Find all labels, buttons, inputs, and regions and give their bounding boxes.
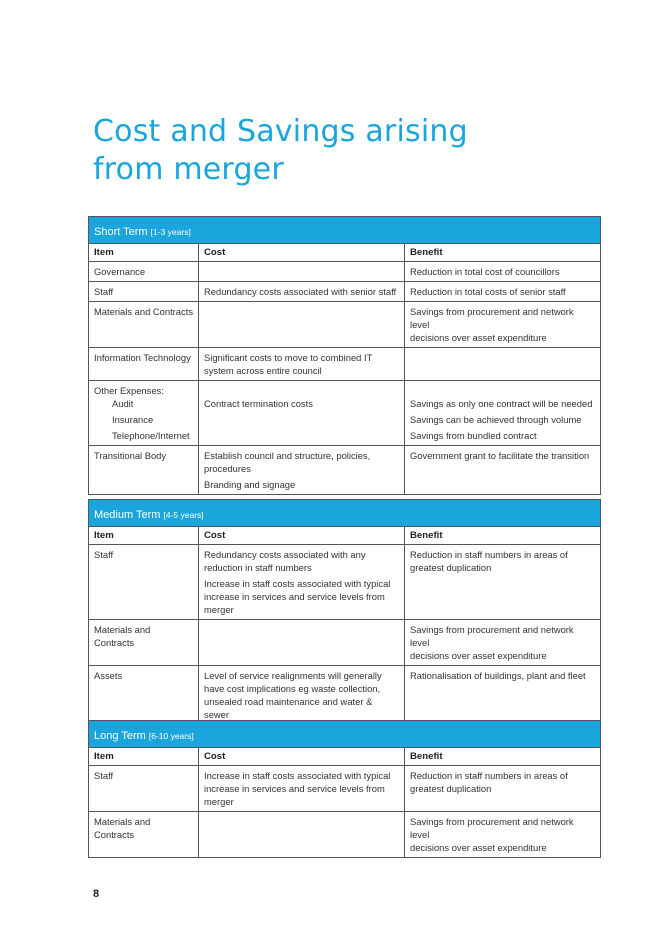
cell-cost (199, 766, 405, 812)
cost-line: Redundancy costs associated with any (204, 549, 366, 560)
cell-benefit (405, 620, 601, 666)
cell-item: Transitional Body (89, 446, 199, 495)
item-sub-line: Telephone/Internet (112, 430, 190, 441)
benefit-line: decisions over asset expenditure (410, 842, 547, 853)
cost-line: Significant costs to move to combined IT (204, 352, 373, 363)
cell-cost (199, 446, 405, 495)
short-term-period: [1-3 years] (150, 227, 191, 237)
long-term-table (88, 720, 601, 858)
item-sub-line: Audit (112, 398, 134, 409)
column-header-item: Item (89, 527, 199, 545)
cell-benefit (405, 766, 601, 812)
cost-line: Increase in staff costs associated with typical (204, 578, 391, 589)
item-line: Contracts (94, 829, 135, 840)
benefit-line: Reduction in staff numbers in areas of (410, 770, 568, 781)
cell-cost (199, 302, 405, 348)
cell-benefit (405, 812, 601, 858)
cell-cost (199, 666, 405, 725)
column-header-benefit: Benefit (405, 748, 601, 766)
medium-term-period: [4-5 years] (163, 510, 204, 520)
cell-cost (199, 348, 405, 381)
long-term-period: [6-10 years] (148, 731, 194, 741)
column-header-item: Item (89, 748, 199, 766)
benefit-line: Savings can be achieved through volume (410, 414, 582, 425)
table-row (89, 545, 601, 620)
column-header-cost: Cost (199, 527, 405, 545)
cell-benefit: Reduction in total costs of senior staff (405, 282, 601, 302)
table-row (89, 620, 601, 666)
column-header-cost: Cost (199, 748, 405, 766)
cost-line: Branding and signage (204, 479, 296, 490)
short-term-table (88, 216, 601, 495)
cell-cost (199, 262, 405, 282)
cell-item: Staff (89, 282, 199, 302)
column-header-benefit: Benefit (405, 244, 601, 262)
medium-term-table (88, 499, 601, 725)
cost-line: Increase in staff costs associated with typical (204, 770, 391, 781)
cell-benefit: Rationalisation of buildings, plant and fleet (405, 666, 601, 725)
benefit-line: Savings from procurement and network level (410, 624, 574, 648)
item-line: Other Expenses: (94, 385, 164, 396)
cost-line: have cost implications eg waste collection, (204, 683, 381, 694)
short-term-header-band (89, 217, 601, 244)
cell-benefit: Reduction in total cost of councillors (405, 262, 601, 282)
cell-benefit (405, 302, 601, 348)
column-header-benefit: Benefit (405, 527, 601, 545)
cost-line: procedures (204, 463, 251, 474)
cost-line: merger (204, 796, 234, 807)
cell-item: Assets (89, 666, 199, 725)
cost-line: reduction in staff numbers (204, 562, 312, 573)
cell-cost (199, 812, 405, 858)
item-line: Contracts (94, 637, 135, 648)
medium-term-header-band (89, 500, 601, 527)
cell-benefit (405, 545, 601, 620)
benefit-line: greatest duplication (410, 783, 492, 794)
long-term-heading (89, 721, 601, 748)
cell-cost (199, 381, 405, 446)
cost-line: Contract termination costs (204, 398, 313, 409)
long-term-column-headers (89, 748, 601, 766)
cell-benefit: Government grant to facilitate the transition (405, 446, 601, 495)
benefit-line: decisions over asset expenditure (410, 650, 547, 661)
cell-benefit (405, 348, 601, 381)
table-row (89, 381, 601, 446)
medium-term-heading (89, 500, 601, 527)
cost-line: system across entire council (204, 365, 322, 376)
table-row (89, 446, 601, 495)
cost-line: increase in services and service levels from (204, 783, 385, 794)
cell-item (89, 812, 199, 858)
benefit-line: Savings as only one contract will be needed (410, 398, 593, 409)
table-row (89, 302, 601, 348)
column-header-cost: Cost (199, 244, 405, 262)
long-term-label: Long Term (94, 730, 146, 742)
cost-line: Level of service realignments will generally (204, 670, 382, 681)
short-term-heading (89, 217, 601, 244)
cell-item: Materials and Contracts (89, 302, 199, 348)
benefit-line: Savings from bundled contract (410, 430, 537, 441)
benefit-line: Savings from procurement and network level (410, 816, 574, 840)
table-row (89, 766, 601, 812)
cell-item: Staff (89, 545, 199, 620)
column-header-item: Item (89, 244, 199, 262)
title-line-2: from merger (93, 152, 284, 187)
short-term-label: Short Term (94, 226, 148, 238)
cell-item (89, 620, 199, 666)
long-term-header-band (89, 721, 601, 748)
table-row (89, 666, 601, 725)
table-row (89, 348, 601, 381)
page-number: 8 (93, 888, 100, 900)
title-line-1: Cost and Savings arising (93, 114, 468, 149)
item-line: Materials and (94, 624, 151, 635)
medium-term-label: Medium Term (94, 509, 161, 521)
cell-item: Governance (89, 262, 199, 282)
cost-line: increase in services and service levels from (204, 591, 385, 602)
table-row (89, 262, 601, 282)
benefit-line: decisions over asset expenditure (410, 332, 547, 343)
table-row (89, 812, 601, 858)
cell-item (89, 381, 199, 446)
cell-item: Information Technology (89, 348, 199, 381)
short-term-column-headers (89, 244, 601, 262)
page-title (93, 113, 613, 189)
cell-cost (199, 620, 405, 666)
benefit-line: Reduction in staff numbers in areas of (410, 549, 568, 560)
cost-line: unsealed road maintenance and water & sewer (204, 696, 373, 720)
cell-benefit (405, 381, 601, 446)
medium-term-column-headers (89, 527, 601, 545)
cost-line: Establish council and structure, policies, (204, 450, 371, 461)
benefit-line: greatest duplication (410, 562, 492, 573)
cell-item: Staff (89, 766, 199, 812)
cell-cost (199, 545, 405, 620)
benefit-line: Savings from procurement and network level (410, 306, 574, 330)
cost-line: merger (204, 604, 234, 615)
item-sub-line: Insurance (112, 414, 154, 425)
item-line: Materials and (94, 816, 151, 827)
cell-cost: Redundancy costs associated with senior staff (199, 282, 405, 302)
table-row (89, 282, 601, 302)
